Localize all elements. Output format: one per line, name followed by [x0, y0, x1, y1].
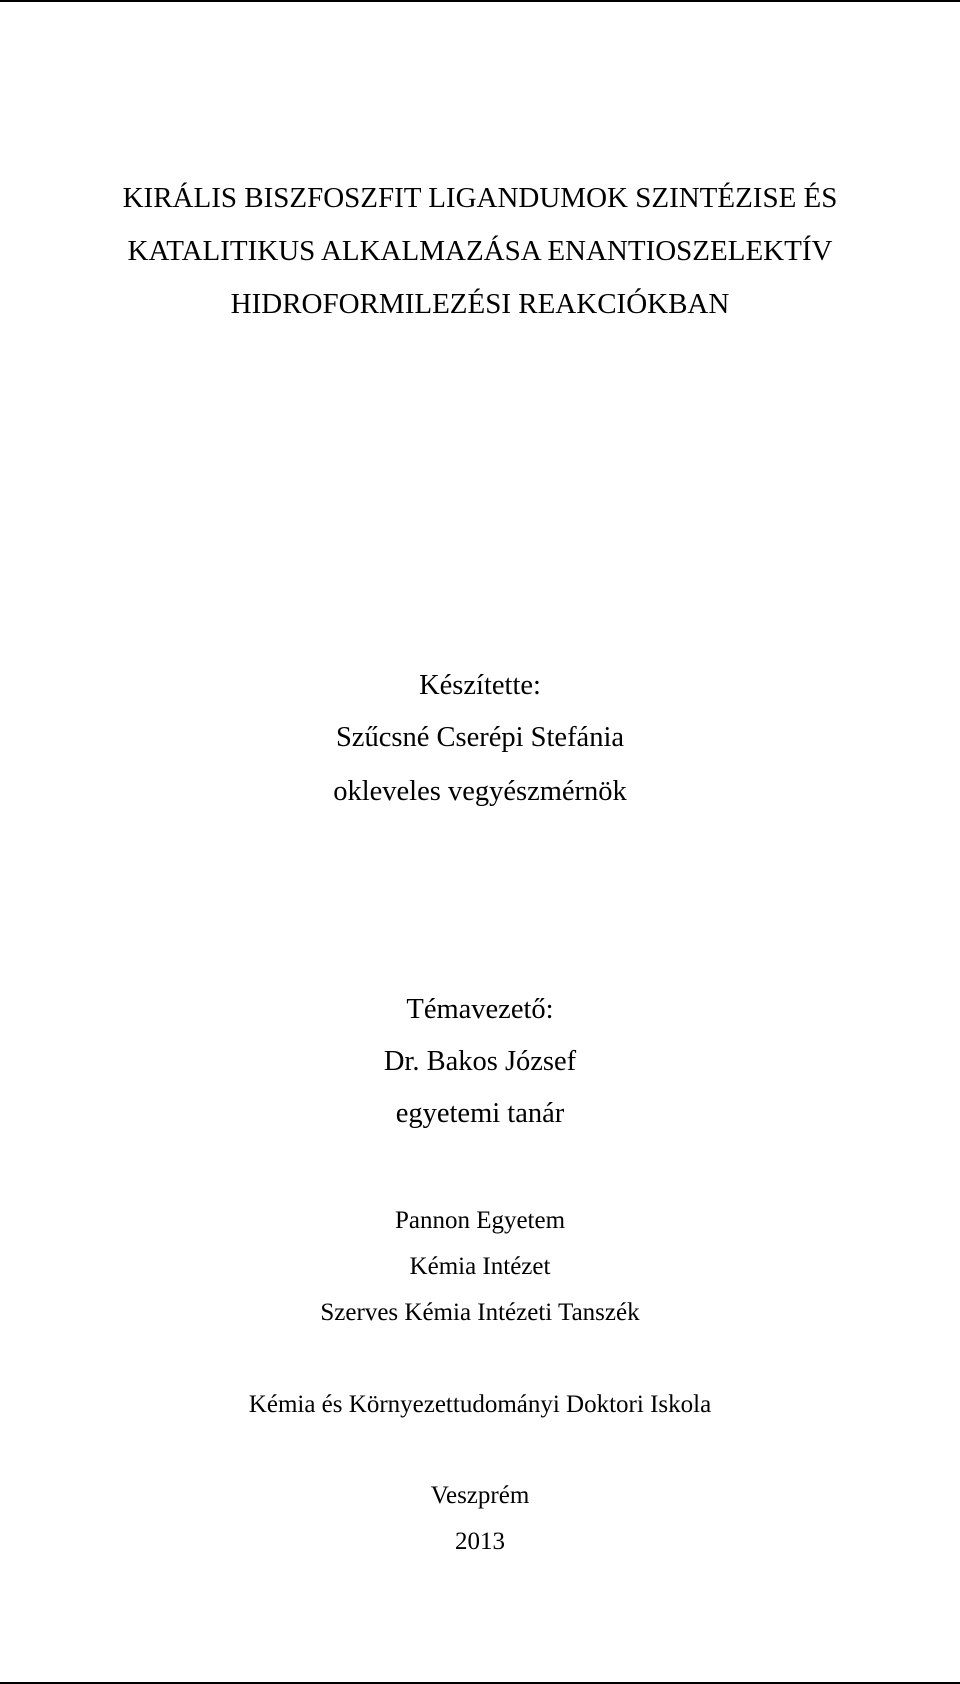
thesis-title-line-1: KIRÁLIS BISZFOSZFIT LIGANDUMOK SZINTÉZISE ÉS [122, 182, 838, 214]
supervisor-heading: Témavezető: [406, 994, 554, 1025]
doctoral-school-name: Kémia és Környezettudományi Doktori Iskola [248, 1391, 712, 1418]
author-degree: okleveles vegyészmérnök [333, 776, 627, 807]
author-name: Szűcsné Cserépi Stefánia [335, 722, 625, 753]
department-name: Szerves Kémia Intézeti Tanszék [320, 1299, 640, 1326]
thesis-title-line-3: HIDROFORMILEZÉSI REAKCIÓKBAN [230, 288, 730, 320]
institute-name: Kémia Intézet [409, 1253, 551, 1280]
top-border-line [0, 0, 960, 2]
year: 2013 [455, 1528, 505, 1555]
city: Veszprém [430, 1482, 530, 1509]
university-name: Pannon Egyetem [394, 1207, 566, 1234]
supervisor-position: egyetemi tanár [395, 1098, 565, 1129]
author-heading: Készítette: [419, 670, 541, 701]
supervisor-name: Dr. Bakos József [383, 1046, 577, 1077]
thesis-title-line-2: KATALITIKUS ALKALMAZÁSA ENANTIOSZELEKTÍV [127, 235, 833, 267]
